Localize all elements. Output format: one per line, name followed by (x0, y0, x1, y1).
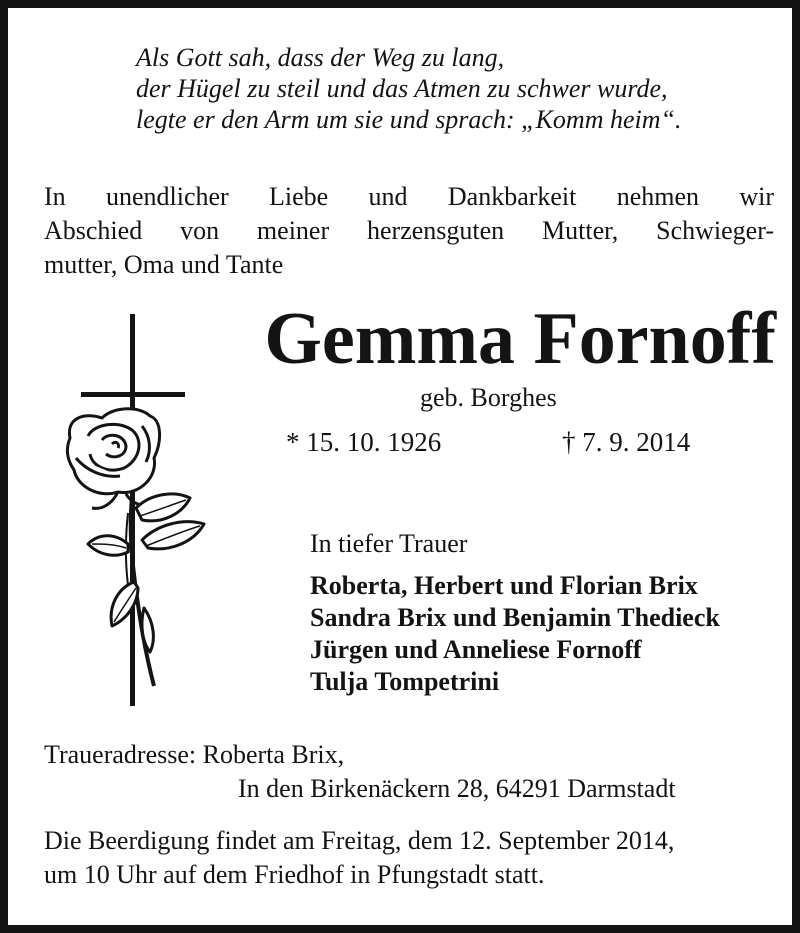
mourner-line: Tulja Tompetrini (310, 667, 500, 696)
intro-text (44, 180, 774, 282)
mourners-list (310, 570, 720, 698)
deceased-name: Gemma Fornoff (264, 298, 776, 380)
birth-date: * 15. 10. 1926 (286, 427, 442, 457)
mourner-line: Roberta, Herbert und Florian Brix (310, 571, 698, 600)
cross-with-rose-icon (62, 308, 212, 708)
intro-line: Abschied von meiner herzensguten Mutter, Schwieger- (44, 216, 774, 245)
maiden-name: geb. Borghes (420, 383, 557, 412)
poem (136, 42, 681, 135)
funeral-details (44, 824, 774, 892)
funeral-line: um 10 Uhr auf dem Friedhof in Pfungstadt statt. (44, 860, 545, 889)
poem-line: legte er den Arm um sie und sprach: „Komm heim“. (136, 105, 682, 134)
mourning-heading: In tiefer Trauer (310, 529, 468, 558)
address-line-2: In den Birkenäckern 28, 64291 Darmstadt (238, 774, 676, 803)
address-line-1: Traueradresse: Roberta Brix, (44, 740, 345, 769)
mourner-line: Jürgen und Anneliese Fornoff (310, 635, 642, 664)
funeral-line: Die Beerdigung findet am Freitag, dem 12. September 2014, (44, 826, 675, 855)
intro-line: In unendlicher Liebe und Dankbarkeit nehmen wir (44, 182, 774, 211)
mourner-line: Sandra Brix und Benjamin Thedieck (310, 603, 720, 632)
mourning-address (44, 738, 774, 806)
death-date: † 7. 9. 2014 (562, 427, 691, 457)
poem-line: Als Gott sah, dass der Weg zu lang, (136, 43, 505, 72)
intro-line: mutter, Oma und Tante (44, 250, 284, 279)
poem-line: der Hügel zu steil und das Atmen zu schwer wurde, (136, 74, 668, 103)
